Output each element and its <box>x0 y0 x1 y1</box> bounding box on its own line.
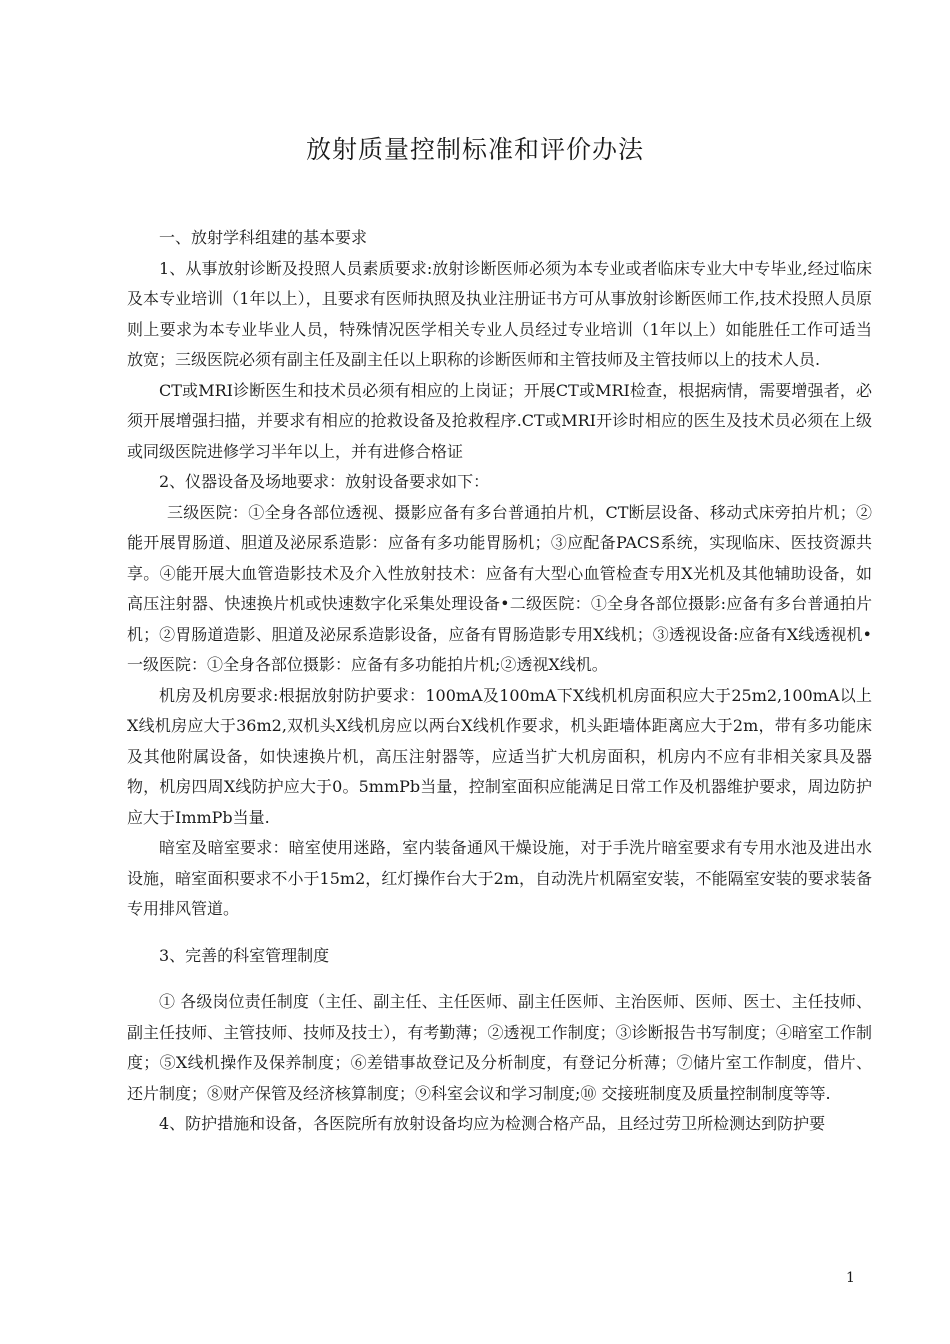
document-body <box>127 223 872 1140</box>
paragraph-management-heading: 3、完善的科室管理制度 <box>159 945 330 965</box>
section-heading-1: 一、放射学科组建的基本要求 <box>159 228 368 247</box>
paragraph-personnel-requirements: 1、从事放射诊断及投照人员素质要求:放射诊断医师必须为本专业或者临床专业大中专毕业,经过临床及本专业培训（1年以上），且要求有医师执照及执业注册证书方可从事放射诊断医师工作,技术投照人员原则上要求为本专业毕业人员，特殊情况医学相关专业人员经过专业培训（1年以上）如能胜任工作可适当放宽；三级医院必须有副主任及副主任以上职称的诊断医师和主管技师及主管技师以上的技术人员. <box>127 258 872 369</box>
paragraph-darkroom: 暗室及暗室要求：暗室使用迷路，室内装备通风干燥设施，对于手洗片暗室要求有专用水池及进出水设施，暗室面积要求不小于15m2，红灯操作台大于2m，自动洗片机隔室安装，不能隔室安装的要求装备专用排风管道。 <box>127 838 872 918</box>
paragraph-machine-room: 机房及机房要求:根据放射防护要求：100mA及100mA下X线机机房面积应大于25m2,100mA以上X线机房应大于36m2,双机头X线机房应以两台X线机作要求，机头距墙体距离应大于2m，带有多功能床及其他附属设备，如快速换片机，高压注射器等，应适当扩大机房面积，机房内不应有非相关家具及器物，机房四周X线防护应大于0。5mmPb当量，控制室面积应能满足日常工作及机器维护要求，周边防护应大于ImmPb当量. <box>127 685 872 827</box>
paragraph-protection: 4、防护措施和设备，各医院所有放射设备均应为检测合格产品，且经过劳卫所检测达到防护要 <box>159 1114 826 1133</box>
paragraph-equipment-levels: 三级医院：①全身各部位透视、摄影应备有多台普通拍片机，CT断层设备、移动式床旁拍片机；②能开展胃肠道、胆道及泌尿系造影：应备有多功能胃肠机；③应配备PACS系统，实现临床、医技资源共享。④能开展大血管造影技术及介入性放射技术：应备有大型心血管检查专用X光机及其他辅助设备，如高压注射器、快速换片机或快速数字化采集处理设备•二级医院：①全身各部位摄影:应备有多台普通拍片机；②胃肠道造影、胆道及泌尿系造影设备，应备有胃肠造影专用X线机；③透视设备:应备有X线透视机•一级医院：①全身各部位摄影：应备有多功能拍片机;②透视X线机。 <box>127 502 872 674</box>
page-number: 1 <box>846 1270 855 1286</box>
paragraph-ct-mri-requirements: CT或MRI诊断医生和技术员必须有相应的上岗证；开展CT或MRI检查，根据病情，需要增强者，必须开展增强扫描，并要求有相应的抢救设备及抢救程序.CT或MRI开诊时相应的医生及技术员必须在上级或同级医院进修学习半年以上，并有进修合格证 <box>127 380 872 461</box>
page-title: 放射质量控制标准和评价办法 <box>305 135 644 164</box>
paragraph-equipment-heading: 2、仪器设备及场地要求：放射设备要求如下： <box>159 472 490 491</box>
paragraph-management-rules: ① 各级岗位责任制度（主任、副主任、主任医师、副主任医师、主治医师、医师、医士、主任技师、副主任技师、主管技师、技师及技士），有考勤薄；②透视工作制度；③诊断报告书写制度；④暗室工作制度；⑤X线机操作及保养制度；⑥差错事故登记及分析制度，有登记分析薄；⑦储片室工作制度，借片、还片制度；⑧财产保管及经济核算制度；⑨科室会议和学习制度;⑩ 交接班制度及质量控制制度等等. <box>127 992 872 1103</box>
